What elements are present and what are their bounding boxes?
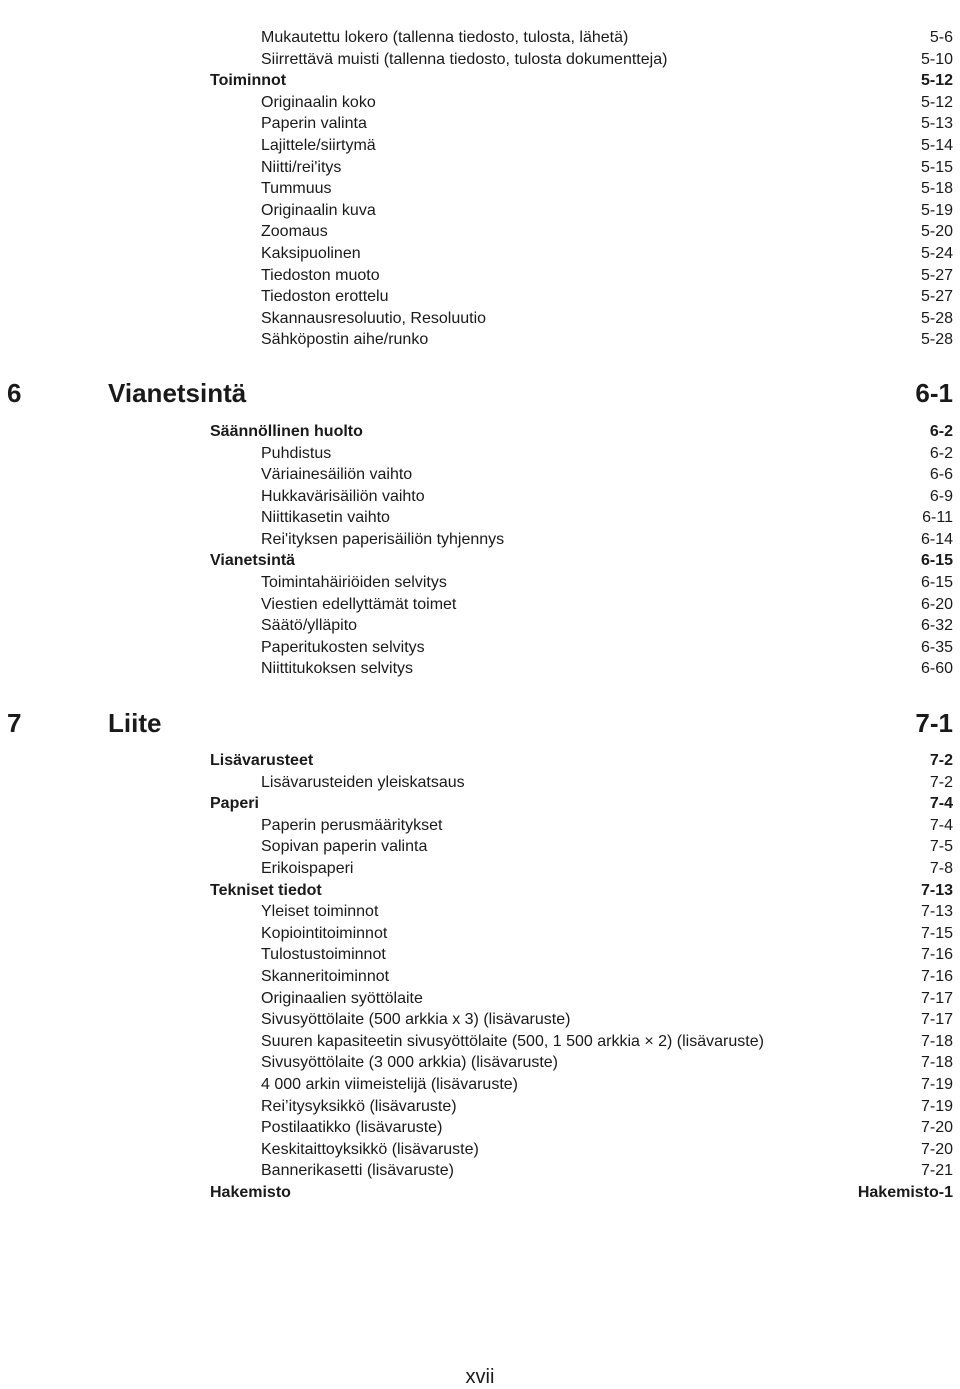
toc-subsection[interactable] (261, 466, 953, 488)
toc-subsection[interactable] (261, 29, 953, 51)
toc-subsection[interactable] (261, 617, 953, 639)
toc-section[interactable] (210, 1184, 953, 1206)
toc-subsection[interactable] (261, 574, 953, 596)
toc-subsection[interactable] (261, 267, 953, 289)
toc-subsection[interactable] (261, 925, 953, 947)
toc-entry-title: Lajittele/siirtymä (261, 136, 376, 154)
toc-entry-title: Mukautettu lokero (tallenna tiedosto, tulosta, lähetä) (261, 29, 629, 46)
toc-entry-page: 5-27 (920, 288, 953, 306)
toc-entry-page: 7-2 (929, 752, 953, 770)
toc-subsection[interactable] (261, 115, 953, 137)
toc-entry-page: 5-12 (920, 72, 953, 90)
toc-subsection[interactable] (261, 596, 953, 618)
toc-entry-title: Vianetsintä (210, 552, 296, 570)
toc-subsection[interactable] (261, 202, 953, 224)
toc-entry-title: Paperitukosten selvitys (261, 638, 425, 656)
toc-subsection[interactable] (261, 445, 953, 467)
toc-entry-title: Kopiointitoiminnot (261, 924, 388, 942)
toc-entry-page: 5-28 (920, 309, 953, 327)
toc-entry-page: 5-28 (920, 331, 953, 349)
toc-subsection[interactable] (261, 1033, 953, 1055)
toc-entry-page: 7-20 (920, 1140, 953, 1158)
toc-entry-page: 7-4 (929, 816, 953, 834)
toc-subsection[interactable] (261, 245, 953, 267)
toc-entry-title: Tiedoston muoto (261, 266, 380, 284)
toc-entry-page: 7-13 (920, 903, 953, 921)
toc-entry-title: Yleiset toiminnot (261, 903, 379, 921)
toc-entry-title: Rei’itysyksikkö (lisävaruste) (261, 1097, 457, 1115)
toc-entry-title: Lisävarusteiden yleiskatsaus (261, 773, 465, 791)
toc-entry-title: Niittikasetin vaihto (261, 509, 390, 527)
toc-section[interactable] (210, 423, 953, 445)
toc-entry-title: Postilaatikko (lisävaruste) (261, 1119, 443, 1137)
toc-entry-title: Sopivan paperin valinta (261, 838, 428, 856)
toc-entry-title: Zoomaus (261, 223, 328, 241)
toc-entry-title: Puhdistus (261, 444, 332, 462)
toc-entry-title: Originaalin kuva (261, 201, 376, 219)
toc-subsection[interactable] (261, 660, 953, 682)
toc-entry-page: 6-60 (920, 660, 953, 678)
toc-subsection[interactable] (261, 968, 953, 990)
toc-entry-page: 6-6 (929, 466, 953, 484)
toc-entry-page: 7-16 (920, 946, 953, 964)
toc-entry-title: 4 000 arkin viimeistelijä (lisävaruste) (261, 1075, 518, 1093)
toc-subsection[interactable] (261, 860, 953, 882)
toc-entry-title: Väriainesäiliön vaihto (261, 466, 413, 484)
toc-entry-page: 6-2 (929, 422, 953, 440)
toc-entry-title: Erikoispaperi (261, 860, 354, 877)
toc-subsection[interactable] (261, 838, 953, 860)
toc-section[interactable] (210, 882, 953, 904)
toc-entry-title: Hakemisto (210, 1183, 291, 1201)
toc-entry-title: Sähköpostin aihe/runko (261, 331, 429, 349)
toc-entry-title: Niittitukoksen selvitys (261, 660, 414, 678)
toc-section[interactable] (210, 752, 953, 774)
toc-subsection[interactable] (261, 946, 953, 968)
toc-entry-page: 5-24 (920, 244, 953, 262)
toc-entry-title: Liite (108, 707, 162, 738)
toc-entry-page: 5-20 (920, 223, 953, 241)
toc-entry-page: 7-19 (920, 1075, 953, 1093)
toc-subsection[interactable] (261, 1011, 953, 1033)
toc-entry-title: Paperi (210, 795, 259, 813)
toc-entry-title: Bannerikasetti (lisävaruste) (261, 1162, 454, 1180)
toc-entry-title: Säätö/ylläpito (261, 617, 358, 635)
toc-subsection[interactable] (261, 331, 953, 353)
toc-entry-page: 5-19 (920, 201, 953, 219)
toc-subsection[interactable] (261, 288, 953, 310)
toc-entry-page: 7-16 (920, 967, 953, 985)
toc-entry-title: Skannausresoluutio, Resoluutio (261, 309, 487, 327)
toc-entry-page: 5-18 (920, 180, 953, 198)
toc-entry-title: Paperin valinta (261, 115, 367, 133)
toc-entry-title: Toimintahäiriöiden selvitys (261, 574, 447, 592)
toc-entry-title: Vianetsintä (108, 378, 247, 409)
toc-subsection[interactable] (261, 1162, 953, 1184)
toc-entry-page: 6-1 (915, 378, 953, 409)
toc-entry-page: 7-15 (920, 924, 953, 942)
toc-entry-title: Viestien edellyttämät toimet (261, 595, 457, 613)
toc-entry-page: 6-2 (929, 444, 953, 462)
toc-subsection[interactable] (261, 817, 953, 839)
toc-subsection[interactable] (261, 531, 953, 553)
toc-entry-title: Tekniset tiedot (210, 881, 322, 899)
toc-entry-title: Suuren kapasiteetin sivusyöttölaite (500, 1 500 arkkia × 2) (lisävaruste) (261, 1032, 764, 1050)
page-number: xvii (465, 1366, 495, 1388)
toc-entry-page: 6-14 (920, 530, 953, 548)
toc-chapter[interactable] (0, 694, 953, 752)
toc-entry-title: Kaksipuolinen (261, 244, 361, 262)
toc-entry-title: Hukkavärisäiliön vaihto (261, 487, 425, 505)
toc-entry-page: 7-18 (920, 1054, 953, 1072)
toc-subsection[interactable] (261, 488, 953, 510)
toc-entry-page: 5-15 (920, 158, 953, 176)
toc-entry-title: Keskitaittoyksikkö (lisävaruste) (261, 1140, 479, 1158)
toc-entry-page: 6-20 (920, 595, 953, 613)
toc-entry-title: Siirrettävä muisti (tallenna tiedosto, tulosta dokumentteja) (261, 50, 668, 68)
toc-subsection[interactable] (261, 509, 953, 531)
toc-entry-title: Toiminnot (210, 72, 287, 90)
toc-subsection[interactable] (261, 990, 953, 1012)
toc-subsection[interactable] (261, 1141, 953, 1163)
toc-entry-title: Sivusyöttölaite (500 arkkia x 3) (lisävaruste) (261, 1011, 571, 1029)
toc-entry-page: 7-17 (920, 1011, 953, 1029)
toc-subsection[interactable] (261, 639, 953, 661)
toc-entry-page: 7-17 (920, 989, 953, 1007)
toc-chapter[interactable] (0, 365, 953, 423)
toc-entry-page: 7-21 (920, 1162, 953, 1180)
toc-section[interactable] (210, 72, 953, 94)
toc-subsection[interactable] (261, 1076, 953, 1098)
toc-entry-page: 7-5 (929, 838, 953, 856)
toc-entry-page: 5-10 (920, 50, 953, 68)
toc-entry-page: 5-13 (920, 115, 953, 133)
toc-section[interactable] (210, 552, 953, 574)
toc-subsection[interactable] (261, 51, 953, 73)
toc-entry-page: 6-15 (920, 552, 953, 570)
toc-entry-page: 6-11 (922, 509, 953, 527)
toc-subsection[interactable] (261, 159, 953, 181)
table-of-contents (0, 29, 960, 1206)
toc-subsection[interactable] (261, 94, 953, 116)
toc-entry-title: Originaalin koko (261, 93, 376, 111)
toc-entry-title: Skanneritoiminnot (261, 967, 390, 985)
toc-entry-page: 7-13 (920, 881, 953, 899)
toc-subsection[interactable] (261, 180, 953, 202)
toc-entry-page: 5-6 (929, 29, 953, 46)
toc-entry-title: Niitti/rei'itys (261, 158, 342, 176)
toc-entry-page: 6-15 (920, 574, 953, 592)
toc-entry-page: 5-14 (920, 136, 953, 154)
toc-entry-page: 5-12 (920, 93, 953, 111)
toc-entry-page: 7-8 (929, 860, 953, 877)
toc-entry-title: Tiedoston erottelu (261, 288, 389, 306)
toc-subsection[interactable] (261, 223, 953, 245)
toc-entry-page: 6-32 (920, 617, 953, 635)
toc-entry-title: Tulostustoiminnot (261, 946, 386, 964)
toc-entry-title: Paperin perusmääritykset (261, 816, 443, 834)
toc-subsection[interactable] (261, 774, 953, 796)
toc-entry-title: Lisävarusteet (210, 752, 314, 770)
toc-subsection[interactable] (261, 1054, 953, 1076)
chapter-number: 7 (7, 707, 22, 738)
toc-entry-page: 6-9 (929, 487, 953, 505)
toc-subsection[interactable] (261, 903, 953, 925)
toc-entry-page: 7-1 (915, 707, 953, 738)
toc-subsection[interactable] (261, 1098, 953, 1120)
toc-entry-page: 7-20 (920, 1119, 953, 1137)
chapter-number: 6 (7, 378, 22, 409)
toc-entry-page: 7-4 (929, 795, 953, 813)
toc-subsection[interactable] (261, 137, 953, 159)
toc-entry-title: Säännöllinen huolto (210, 422, 363, 440)
toc-entry-page: 7-2 (929, 773, 953, 791)
toc-subsection[interactable] (261, 1119, 953, 1141)
toc-entry-page: 7-18 (920, 1032, 953, 1050)
toc-entry-page: 6-35 (920, 638, 953, 656)
toc-entry-page: 7-19 (920, 1097, 953, 1115)
toc-entry-title: Sivusyöttölaite (3 000 arkkia) (lisävaruste) (261, 1054, 559, 1072)
toc-entry-title: Tummuus (261, 180, 332, 198)
toc-entry-page: 5-27 (920, 266, 953, 284)
toc-subsection[interactable] (261, 310, 953, 332)
toc-entry-title: Rei'ityksen paperisäiliön tyhjennys (261, 530, 505, 548)
toc-section[interactable] (210, 795, 953, 817)
toc-entry-title: Originaalien syöttölaite (261, 989, 423, 1007)
toc-entry-page: Hakemisto-1 (857, 1183, 953, 1201)
